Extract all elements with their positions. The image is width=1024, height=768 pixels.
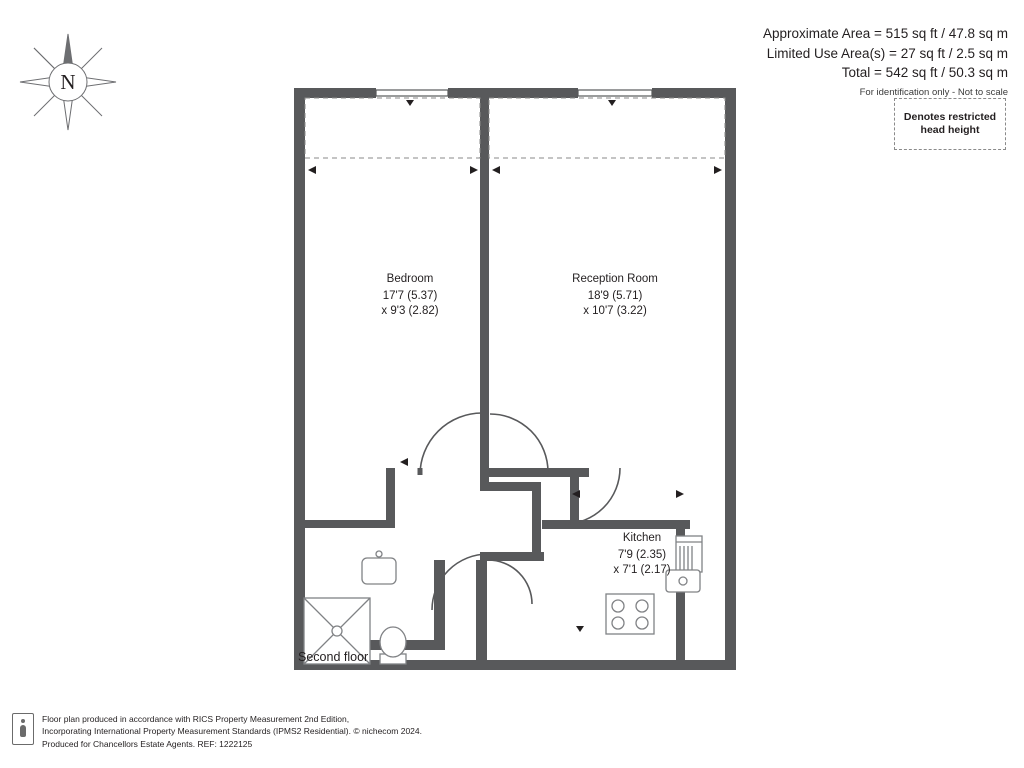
total-area-text: Total = 542 sq ft / 50.3 sq m <box>841 65 1008 81</box>
legend-line-2: head height <box>920 124 980 136</box>
approximate-area-text: Approximate Area = 515 sq ft / 47.8 sq m <box>762 26 1008 41</box>
bathroom-fixtures <box>304 551 406 664</box>
room-dim-kitchen-1: 7'9 (2.35) <box>617 548 667 561</box>
floor-caption: Second floor <box>298 650 369 664</box>
room-name-kitchen: Kitchen <box>622 532 662 544</box>
footer-line-3: Produced for Chancellors Estate Agents. REF: 1222125 <box>42 738 253 749</box>
limited-use-area-text: Limited Use Area(s) = 27 sq ft / 2.5 sq m <box>766 45 1008 61</box>
compass-icon <box>14 28 122 136</box>
compass-north-label: N <box>60 70 76 94</box>
legend-text-block <box>904 111 996 137</box>
room-name-bedroom: Bedroom <box>386 273 434 285</box>
hob-icon <box>606 594 654 634</box>
legend-line-1: Denotes restricted <box>903 110 997 123</box>
person-icon <box>12 713 34 745</box>
room-dim-bedroom-1: 17'7 (5.37) <box>382 289 438 302</box>
basin-icon <box>362 558 396 584</box>
footer-line-1: Floor plan produced in accordance with RICS Property Measurement 2nd Edition, <box>42 714 350 725</box>
room-dim-kitchen-2: x 7'1 (2.17) <box>613 564 671 577</box>
footer-text <box>42 713 422 750</box>
room-label-reception-room <box>540 272 690 320</box>
restricted-head-height-legend <box>894 98 1006 150</box>
room-label-bedroom <box>345 272 475 320</box>
footer <box>12 713 422 750</box>
room-dim-bedroom-2: x 9'3 (2.82) <box>381 305 439 318</box>
room-dim-reception-1: 18'9 (5.71) <box>587 289 643 302</box>
interior-walls <box>294 88 690 670</box>
footer-line-2: Incorporating International Property Measurement Standards (IPMS2 Residential). © nichecom 2024. <box>42 726 422 737</box>
doors <box>420 413 620 610</box>
area-summary <box>763 24 1008 99</box>
identification-disclaimer: For identification only - Not to scale <box>859 86 1008 98</box>
room-dim-reception-2: x 10'7 (3.22) <box>583 305 647 318</box>
room-label-kitchen <box>582 531 702 579</box>
restricted-head-height-zones <box>305 98 725 158</box>
room-name-reception-room: Reception Room <box>572 273 658 285</box>
floorplan-drawing <box>280 70 750 670</box>
